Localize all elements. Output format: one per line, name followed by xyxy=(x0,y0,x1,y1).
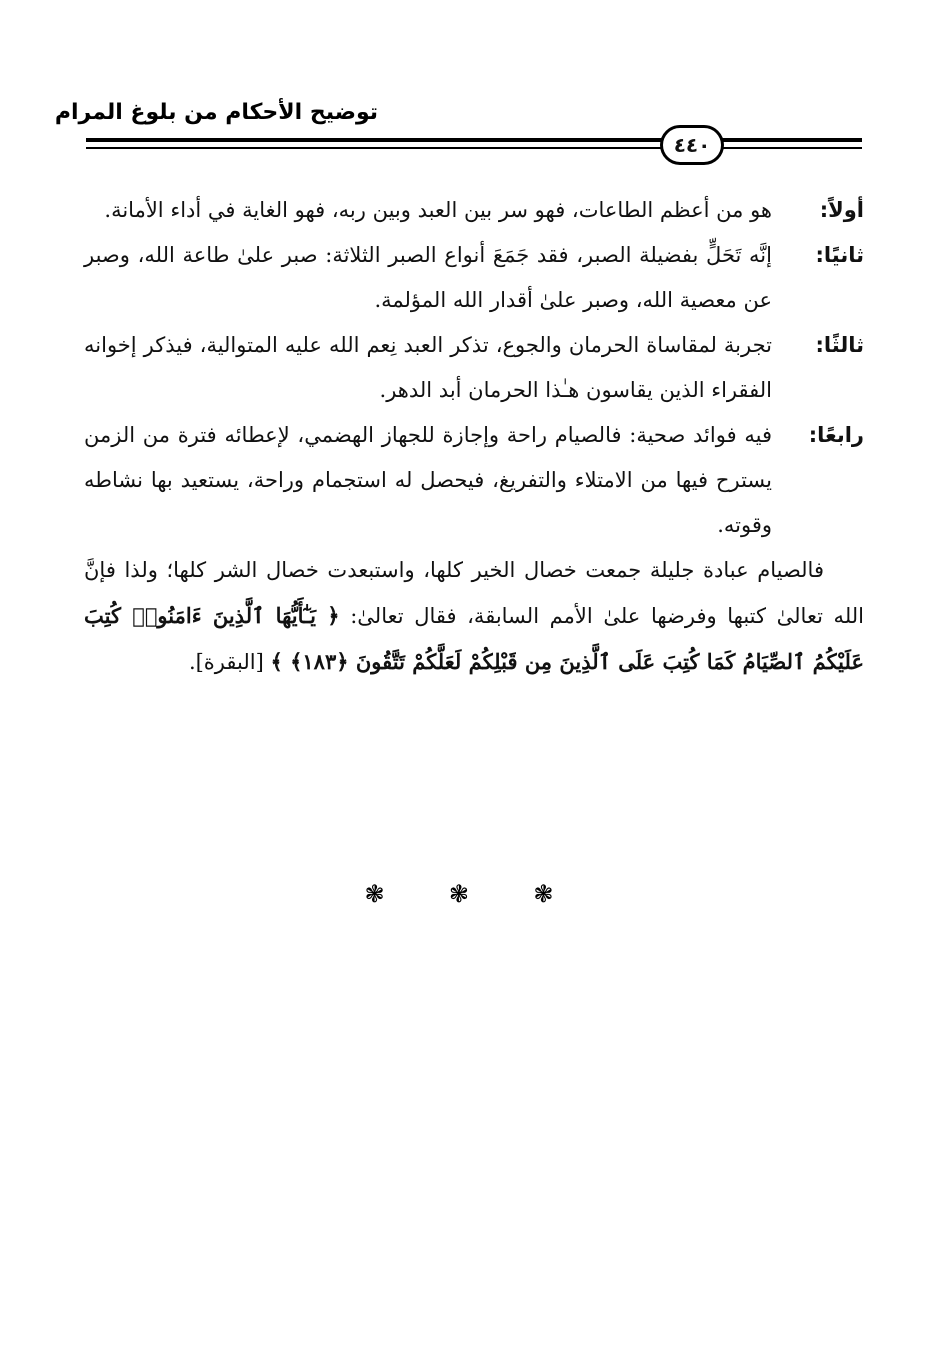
page-number: ٤٤٠ xyxy=(660,125,724,165)
list-item-first xyxy=(84,188,864,233)
running-title: توضيح الأحكام من بلوغ المرام xyxy=(54,100,378,125)
closing-paragraph xyxy=(84,548,864,685)
closing-text: فالصيام عبادة جليلة جمعت خصال الخير كلها، واستبعدت خصال الشر كلها؛ ولذا فإنَّ الله تعالىٰ كتبها وفرضها علىٰ الأمم السابقة، فقال تعالىٰ: xyxy=(84,558,864,628)
quran-verse: ﴿ يَـٰٓأَيُّهَا ٱلَّذِينَ ءَامَنُوا۟ كُتِبَ عَلَيْكُمُ ٱلصِّيَامُ كَمَا كُتِبَ عَلَى ٱلَّذِينَ مِن قَبْلِكُمْ لَعَلَّكُمْ تَتَّقُونَ ﴿١٨٣﴾ ﴾ xyxy=(84,603,864,674)
section-separator: ❃ ❃ ❃ xyxy=(364,880,582,908)
item-text: إنَّه تَحَلٍّ بفضيلة الصبر، فقد جَمَعَ أنواع الصبر الثلاثة: صبر علىٰ طاعة الله، وصبر عن معصية الله، وصبر علىٰ أقدار الله المؤلمة. xyxy=(84,243,772,312)
header-rule-top xyxy=(86,138,862,142)
item-text: هو من أعظم الطاعات، فهو سر بين العبد وبين ربه، فهو الغاية في أداء الأمانة. xyxy=(104,198,772,222)
item-text: فيه فوائد صحية: فالصيام راحة وإجازة للجهاز الهضمي، لإعطائه فترة من الزمن يسترح فيها من الامتلاء والتفريغ، فيحصل له استجمام وراحة، يستعيد بها نشاطه وقوته. xyxy=(84,423,772,537)
item-label: أولاً: xyxy=(819,198,864,222)
list-item-second xyxy=(84,233,864,323)
item-label: رابعًا: xyxy=(808,423,864,447)
verse-citation: [البقرة]. xyxy=(188,650,264,674)
item-text: تجربة لمقاساة الحرمان والجوع، تذكر العبد نِعم الله عليه المتوالية، فيذكر إخوانه الفقراء الذين يقاسون هـٰذا الحرمان أبد الدهر. xyxy=(84,333,772,402)
item-label: ثانيًا: xyxy=(815,243,864,267)
page-body xyxy=(84,188,864,685)
list-item-third xyxy=(84,323,864,413)
list-item-fourth xyxy=(84,413,864,548)
item-label: ثالثًا: xyxy=(815,333,864,357)
header-rule-bottom xyxy=(86,147,862,149)
